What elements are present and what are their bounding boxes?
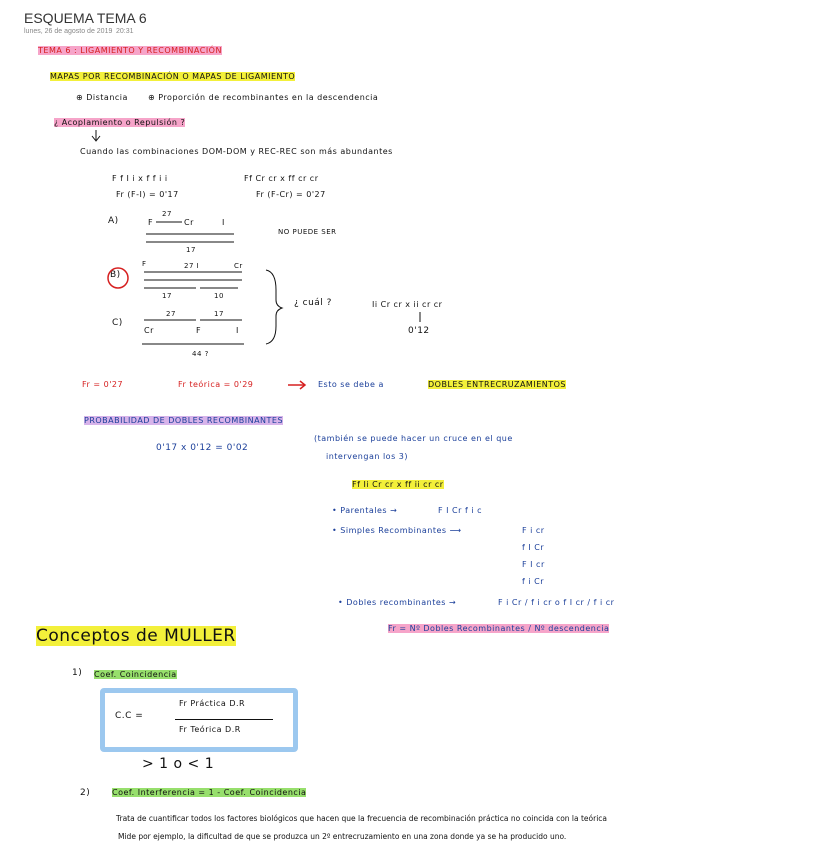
option-c-label: C) (112, 318, 123, 328)
fr-teorica: Fr teórica = 0'29 (178, 380, 254, 389)
parentales-label: • Parentales → (332, 506, 398, 515)
dobles-rec-values: F i Cr / f i cr o f I cr / f i cr (498, 598, 615, 607)
acoplamiento-heading: ¿ Acoplamiento o Repulsión ? (54, 118, 186, 127)
option-b-17: 17 (162, 292, 172, 300)
cross-2: Ff Cr cr x ff cr cr (244, 174, 319, 183)
cross-1: F f I i x f f i i (112, 174, 168, 183)
b-circle (108, 268, 128, 288)
calc-text: 0'17 x 0'12 = 0'02 (156, 443, 249, 453)
option-c-44: 44 ? (192, 350, 209, 358)
brace (266, 270, 282, 344)
cross-4: Ff Ii Cr cr x ff ii cr cr (352, 480, 444, 489)
trata-text: Trata de cuantificar todos los factores biológicos que hacen que la frecuencia de recombinación práctica no coincida con la teórica (116, 814, 608, 823)
tambien-line2: intervengan los 3) (326, 452, 408, 461)
item-1-number: 1) (72, 668, 83, 678)
cc-label: C.C = (115, 711, 144, 721)
mapas-heading: MAPAS POR RECOMBINACIÓN O MAPAS DE LIGAMIENTO (50, 72, 296, 81)
tambien-line1: (también se puede hacer un cruce en el que (314, 434, 513, 443)
option-c-27: 27 (166, 310, 176, 318)
option-a-label: A) (108, 216, 119, 226)
option-b-27i: 27 I (184, 262, 200, 270)
coef-coincidencia: Coef. Coincidencia (94, 670, 177, 679)
option-a-17: 17 (186, 246, 196, 254)
esto-text: Esto se debe a (318, 380, 384, 389)
option-c-17: 17 (214, 310, 224, 318)
fr-formula: Fr = Nº Dobles Recombinantes / Nº descendencia (388, 624, 610, 633)
cc-denominator: Fr Teórica D.R (179, 725, 241, 734)
proporcion-text: ⊕ Proporción de recombinantes en la descendencia (148, 93, 379, 102)
option-b-f: F (142, 260, 147, 268)
cc-numerator: Fr Práctica D.R (179, 699, 246, 708)
fr-012: 0'12 (408, 326, 430, 336)
cuando-text: Cuando las combinaciones DOM-DOM y REC-REC son más abundantes (80, 147, 393, 156)
simples-value-4: f i Cr (522, 577, 544, 586)
no-puede-ser: NO PUEDE SER (278, 228, 337, 236)
fr-027: Fr = 0'27 (82, 380, 124, 389)
option-c-f: F (196, 326, 202, 335)
fr-fcr: Fr (F-Cr) = 0'27 (256, 190, 326, 199)
option-c-i: I (236, 326, 239, 335)
option-c-cr: Cr (144, 326, 154, 335)
parentales-values: F I Cr f i c (438, 506, 482, 515)
dobles-rec-label: • Dobles recombinantes → (338, 598, 457, 607)
page-time: 20:31 (116, 28, 134, 35)
option-a-27: 27 (162, 210, 172, 218)
page-title: ESQUEMA TEMA 6 (24, 10, 147, 26)
tema-heading: TEMA 6 : LIGAMIENTO Y RECOMBINACIÓN (38, 46, 222, 55)
option-a-f: F (148, 218, 154, 227)
probabilidad-heading: PROBABILIDAD DE DOBLES RECOMBINANTES (84, 416, 284, 425)
option-b-cr: Cr (234, 262, 243, 270)
page-date: lunes, 26 de agosto de 2019 (24, 28, 113, 35)
option-a-cr: Cr (184, 218, 194, 227)
item-2-number: 2) (80, 788, 91, 798)
option-a-i: I (222, 218, 225, 227)
cross-3: Ii Cr cr x ii cr cr (372, 300, 443, 309)
option-b-label: B) (110, 270, 121, 280)
coef-interferencia: Coef. Interferencia = 1 - Coef. Coincidencia (112, 788, 307, 797)
mide-text: Mide por ejemplo, la dificultad de que se produzca un 2º entrecruzamiento en una zona donde ya se ha producido uno. (118, 832, 567, 841)
option-b-10: 10 (214, 292, 224, 300)
simples-value-1: F i cr (522, 526, 545, 535)
fr-fi: Fr (F-I) = 0'17 (116, 190, 179, 199)
cual-text: ¿ cuál ? (294, 298, 332, 308)
simples-label: • Simples Recombinantes ⟶ (332, 526, 462, 535)
muller-heading: Conceptos de MULLER (36, 626, 236, 646)
dobles-entrecruzamientos: DOBLES ENTRECRUZAMIENTOS (428, 380, 566, 389)
simples-value-2: f I Cr (522, 543, 545, 552)
distancia-text: ⊕ Distancia (76, 93, 128, 102)
cc-range: > 1 o < 1 (142, 756, 215, 772)
simples-value-3: F I cr (522, 560, 545, 569)
